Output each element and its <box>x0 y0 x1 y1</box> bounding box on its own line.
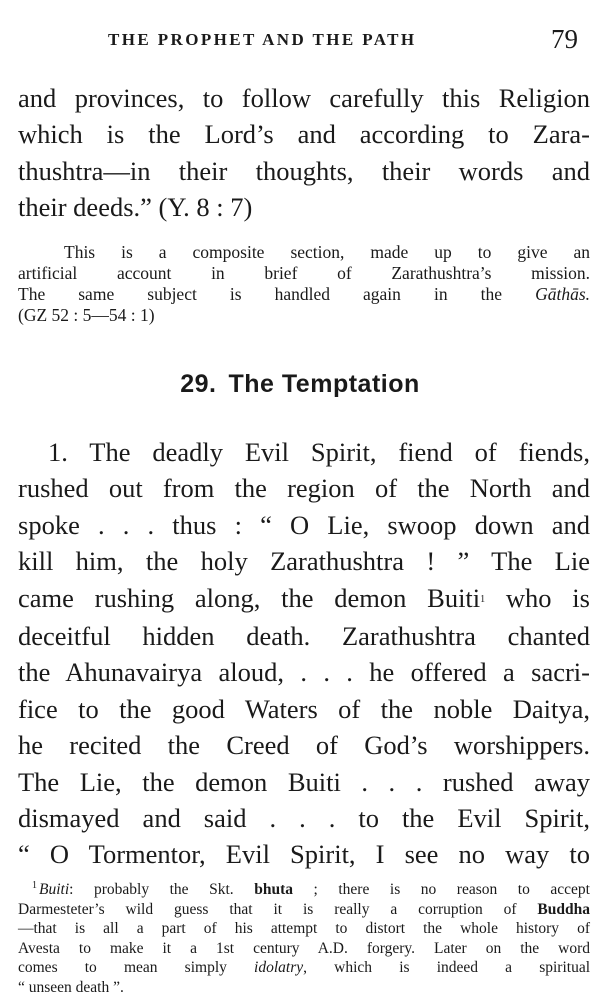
section-title: The Temptation <box>228 370 420 398</box>
text-line: deceitful hidden death. Zarathushtra chanted <box>18 621 590 652</box>
footnote-line: “ unseen death ”. <box>18 978 124 996</box>
footnote <box>18 876 590 998</box>
text-line: he recited the Creed of God’s worshippers. <box>18 730 590 761</box>
paragraph-continuation <box>18 80 590 226</box>
text-line: “ O Tormentor, Evil Spirit, I see no way to <box>18 839 590 870</box>
text-line: the Ahunavairya aloud, . . . he offered a sacri- <box>18 657 590 688</box>
footnote-line <box>18 958 590 978</box>
footnote-italic-term: idolatry <box>254 959 304 977</box>
text-line: spoke . . . thus : “ O Lie, swoop down and <box>18 509 590 540</box>
footnote-term: Buiti <box>39 881 70 898</box>
text-line: dismayed and said . . . to the Evil Spirit, <box>18 803 590 834</box>
footnote-line: —that is all a part of his attempt to distort the whole history of <box>18 920 590 938</box>
note-line: (GZ 52 : 5—54 : 1) <box>18 305 155 325</box>
section-heading <box>0 370 600 399</box>
text-line: fice to the good Waters of the noble Daitya, <box>18 693 590 724</box>
footnote-text: comes to mean simply <box>18 959 255 977</box>
footnote-text: , which is indeed a spiritual <box>303 959 591 977</box>
text-line: their deeds.” (Y. 8 : 7) <box>18 192 253 223</box>
page-number: 79 <box>551 24 578 54</box>
text-line: and provinces, to follow carefully this Religion <box>18 83 590 113</box>
footnote-bold-term: Buddha <box>537 900 590 918</box>
footnote-text: ; there is no reason to accept <box>292 881 590 898</box>
text-line: thushtra—in their thoughts, their words and <box>18 155 590 186</box>
text-segment: who is <box>485 582 590 613</box>
paragraph-main <box>18 434 590 873</box>
footnote-text: : probably the Skt. <box>69 881 255 898</box>
text-line: The Lie, the demon Buiti . . . rushed away <box>18 766 590 797</box>
text-line: rushed out from the region of the North and <box>18 473 590 504</box>
text-line: which is the Lord’s and according to Zara- <box>18 119 590 150</box>
editorial-note <box>18 242 590 326</box>
footnote-line: Avesta to make it a 1st century A.D. forgery. Later on the word <box>18 939 590 957</box>
note-line <box>18 284 590 305</box>
footnote-mark: 1 <box>32 880 37 891</box>
running-title: THE PROPHET AND THE PATH <box>108 30 417 49</box>
footnote-text: Darmesteter’s wild guess that it is really a corruption of <box>18 900 538 918</box>
note-line: This is a composite section, made up to give an <box>64 242 590 262</box>
footnote-reference: 1 <box>480 593 486 605</box>
footnote-line <box>18 900 590 920</box>
text-line: kill him, the holy Zarathushtra ! ” The Lie <box>18 546 590 577</box>
note-text: The same subject is handled again in the <box>18 284 536 304</box>
note-italic-term: Gāthās. <box>535 284 590 304</box>
note-line: artificial account in brief of Zarathushtra’s mission. <box>18 263 590 283</box>
text-segment: came rushing along, the demon Buiti <box>18 582 481 613</box>
text-line: 1. The deadly Evil Spirit, fiend of fiends, <box>48 437 590 467</box>
footnote-line <box>18 876 590 900</box>
text-line <box>18 580 590 618</box>
section-number: 29. <box>180 370 217 398</box>
footnote-bold-term: bhuta <box>254 881 293 898</box>
